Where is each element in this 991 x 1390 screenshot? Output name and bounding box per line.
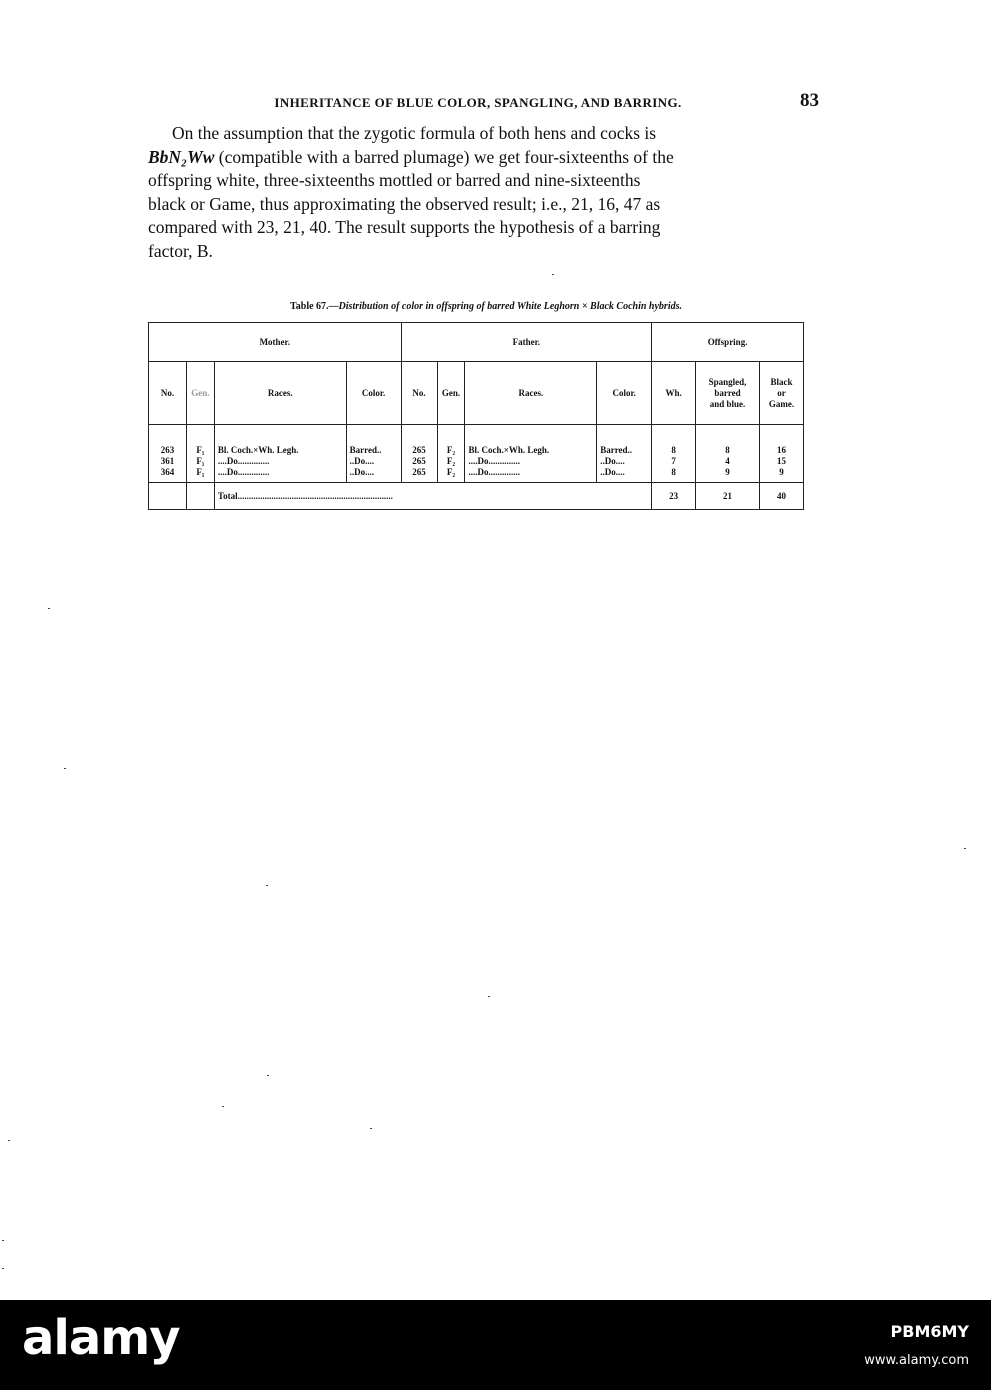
total-empty-cell bbox=[186, 483, 214, 510]
col-mother-gen: Gen. bbox=[186, 362, 214, 425]
group-mother: Mother. bbox=[149, 323, 402, 362]
cell-father-gen: F₂ bbox=[437, 467, 465, 478]
paragraph-line bbox=[148, 146, 824, 170]
image-id: PBM6MY bbox=[890, 1322, 969, 1341]
scan-speck bbox=[2, 1240, 4, 1241]
cell-father-gen: F₂ bbox=[437, 445, 465, 456]
col-black-or-game bbox=[759, 362, 803, 425]
col-mother-no: No. bbox=[149, 362, 187, 425]
zygotic-formula: BbN₂Ww bbox=[148, 146, 215, 167]
cell-wh: 8 bbox=[652, 467, 696, 478]
col-black-line: Black bbox=[770, 376, 793, 387]
cell-black: 16 bbox=[759, 445, 803, 456]
table-spacer-row bbox=[149, 425, 804, 446]
cell-father-races: ....Do.............. bbox=[465, 456, 597, 467]
cell-mother-races: Bl. Coch.×Wh. Legh. bbox=[214, 445, 346, 456]
group-offspring: Offspring. bbox=[652, 323, 804, 362]
cell-wh: 8 bbox=[652, 445, 696, 456]
table-caption-label: Table 67.— bbox=[290, 301, 339, 312]
total-wh: 23 bbox=[652, 483, 696, 510]
cell-mother-gen: F₁ bbox=[186, 456, 214, 467]
cell-spangled: 4 bbox=[696, 456, 760, 467]
table-column-header-row bbox=[149, 362, 804, 425]
cell-father-no: 265 bbox=[401, 467, 437, 478]
cell-mother-races: ....Do.............. bbox=[214, 467, 346, 478]
table-caption bbox=[148, 301, 824, 312]
total-spangled: 21 bbox=[696, 483, 760, 510]
cell-spangled: 8 bbox=[696, 445, 760, 456]
col-mother-races: Races. bbox=[214, 362, 346, 425]
scan-speck bbox=[964, 848, 966, 849]
table-row bbox=[149, 456, 804, 467]
cell-spangled: 9 bbox=[696, 467, 760, 478]
brand-logo: alamy bbox=[22, 1310, 180, 1366]
table-caption-title: Distribution of color in offspring of barred White Leghorn × Black Cochin hybrids. bbox=[338, 301, 682, 312]
cell-mother-no: 263 bbox=[149, 445, 187, 456]
cell-father-color: ..Do.... bbox=[597, 456, 652, 467]
scan-speck bbox=[266, 885, 268, 886]
cell-father-color: Barred.. bbox=[597, 445, 652, 456]
watermark-footer-bar bbox=[0, 1300, 991, 1390]
col-spangled bbox=[696, 362, 760, 425]
col-father-races: Races. bbox=[465, 362, 597, 425]
col-father-color: Color. bbox=[597, 362, 652, 425]
col-spangled-line: barred bbox=[714, 387, 741, 398]
cell-father-no: 265 bbox=[401, 456, 437, 467]
paragraph-line: offspring white, three-sixteenths mottled or barred and nine-sixteenths bbox=[148, 170, 641, 190]
cell-mother-races: ....Do.............. bbox=[214, 456, 346, 467]
scan-speck bbox=[8, 1140, 10, 1141]
table-group-header-row bbox=[149, 323, 804, 362]
cell-mother-gen: F₁ bbox=[186, 467, 214, 478]
col-mother-color: Color. bbox=[346, 362, 401, 425]
group-father: Father. bbox=[401, 323, 652, 362]
table-row bbox=[149, 445, 804, 456]
col-wh: Wh. bbox=[652, 362, 696, 425]
total-label: Total..................................................................... bbox=[214, 483, 651, 510]
cell-father-no: 265 bbox=[401, 445, 437, 456]
cell-mother-no: 364 bbox=[149, 467, 187, 478]
site-url: www.alamy.com bbox=[864, 1353, 969, 1368]
cell-mother-gen: F₁ bbox=[186, 445, 214, 456]
offspring-table bbox=[148, 322, 804, 510]
running-head: INHERITANCE OF BLUE COLOR, SPANGLING, AND BARRING. bbox=[274, 95, 682, 110]
col-spangled-line: Spangled, bbox=[708, 376, 747, 387]
cell-black: 9 bbox=[759, 467, 803, 478]
table-row bbox=[149, 467, 804, 478]
scan-speck bbox=[64, 768, 66, 769]
cell-wh: 7 bbox=[652, 456, 696, 467]
col-black-line: Game. bbox=[768, 398, 795, 409]
cell-mother-color: ..Do.... bbox=[346, 467, 401, 478]
col-black-line: or bbox=[777, 387, 786, 398]
cell-mother-color: ..Do.... bbox=[346, 456, 401, 467]
paragraph-line: factor, B. bbox=[148, 240, 213, 261]
cell-father-races: Bl. Coch.×Wh. Legh. bbox=[465, 445, 597, 456]
cell-mother-no: 361 bbox=[149, 456, 187, 467]
col-father-no: No. bbox=[401, 362, 437, 425]
cell-father-color: ..Do.... bbox=[597, 467, 652, 478]
page-number: 83 bbox=[800, 90, 819, 111]
cell-father-races: ....Do.............. bbox=[465, 467, 597, 478]
col-spangled-line: and blue. bbox=[709, 398, 746, 409]
scan-speck bbox=[48, 608, 50, 609]
total-empty-cell bbox=[149, 483, 187, 510]
scan-speck bbox=[370, 1128, 372, 1129]
paragraph-line: black or Game, thus approximating the observed result; i.e., 21, 16, 47 as bbox=[148, 193, 661, 214]
total-black: 40 bbox=[759, 483, 803, 510]
cell-black: 15 bbox=[759, 456, 803, 467]
paragraph-line: compared with 23, 21, 40. The result supports the hypothesis of a barring bbox=[148, 217, 661, 237]
cell-father-gen: F₂ bbox=[437, 456, 465, 467]
scan-speck bbox=[2, 1268, 4, 1269]
paragraph-line-rest: (compatible with a barred plumage) we get four-sixteenths of the bbox=[214, 146, 674, 167]
scan-speck bbox=[222, 1106, 224, 1107]
scan-speck bbox=[267, 1075, 269, 1076]
paragraph-line: On the assumption that the zygotic formula of both hens and cocks is bbox=[172, 123, 657, 143]
scan-speck bbox=[552, 274, 554, 275]
cell-mother-color: Barred.. bbox=[346, 445, 401, 456]
scan-speck bbox=[488, 996, 490, 997]
col-father-gen: Gen. bbox=[437, 362, 465, 425]
table-total-row bbox=[149, 483, 804, 510]
body-paragraph bbox=[148, 122, 824, 263]
